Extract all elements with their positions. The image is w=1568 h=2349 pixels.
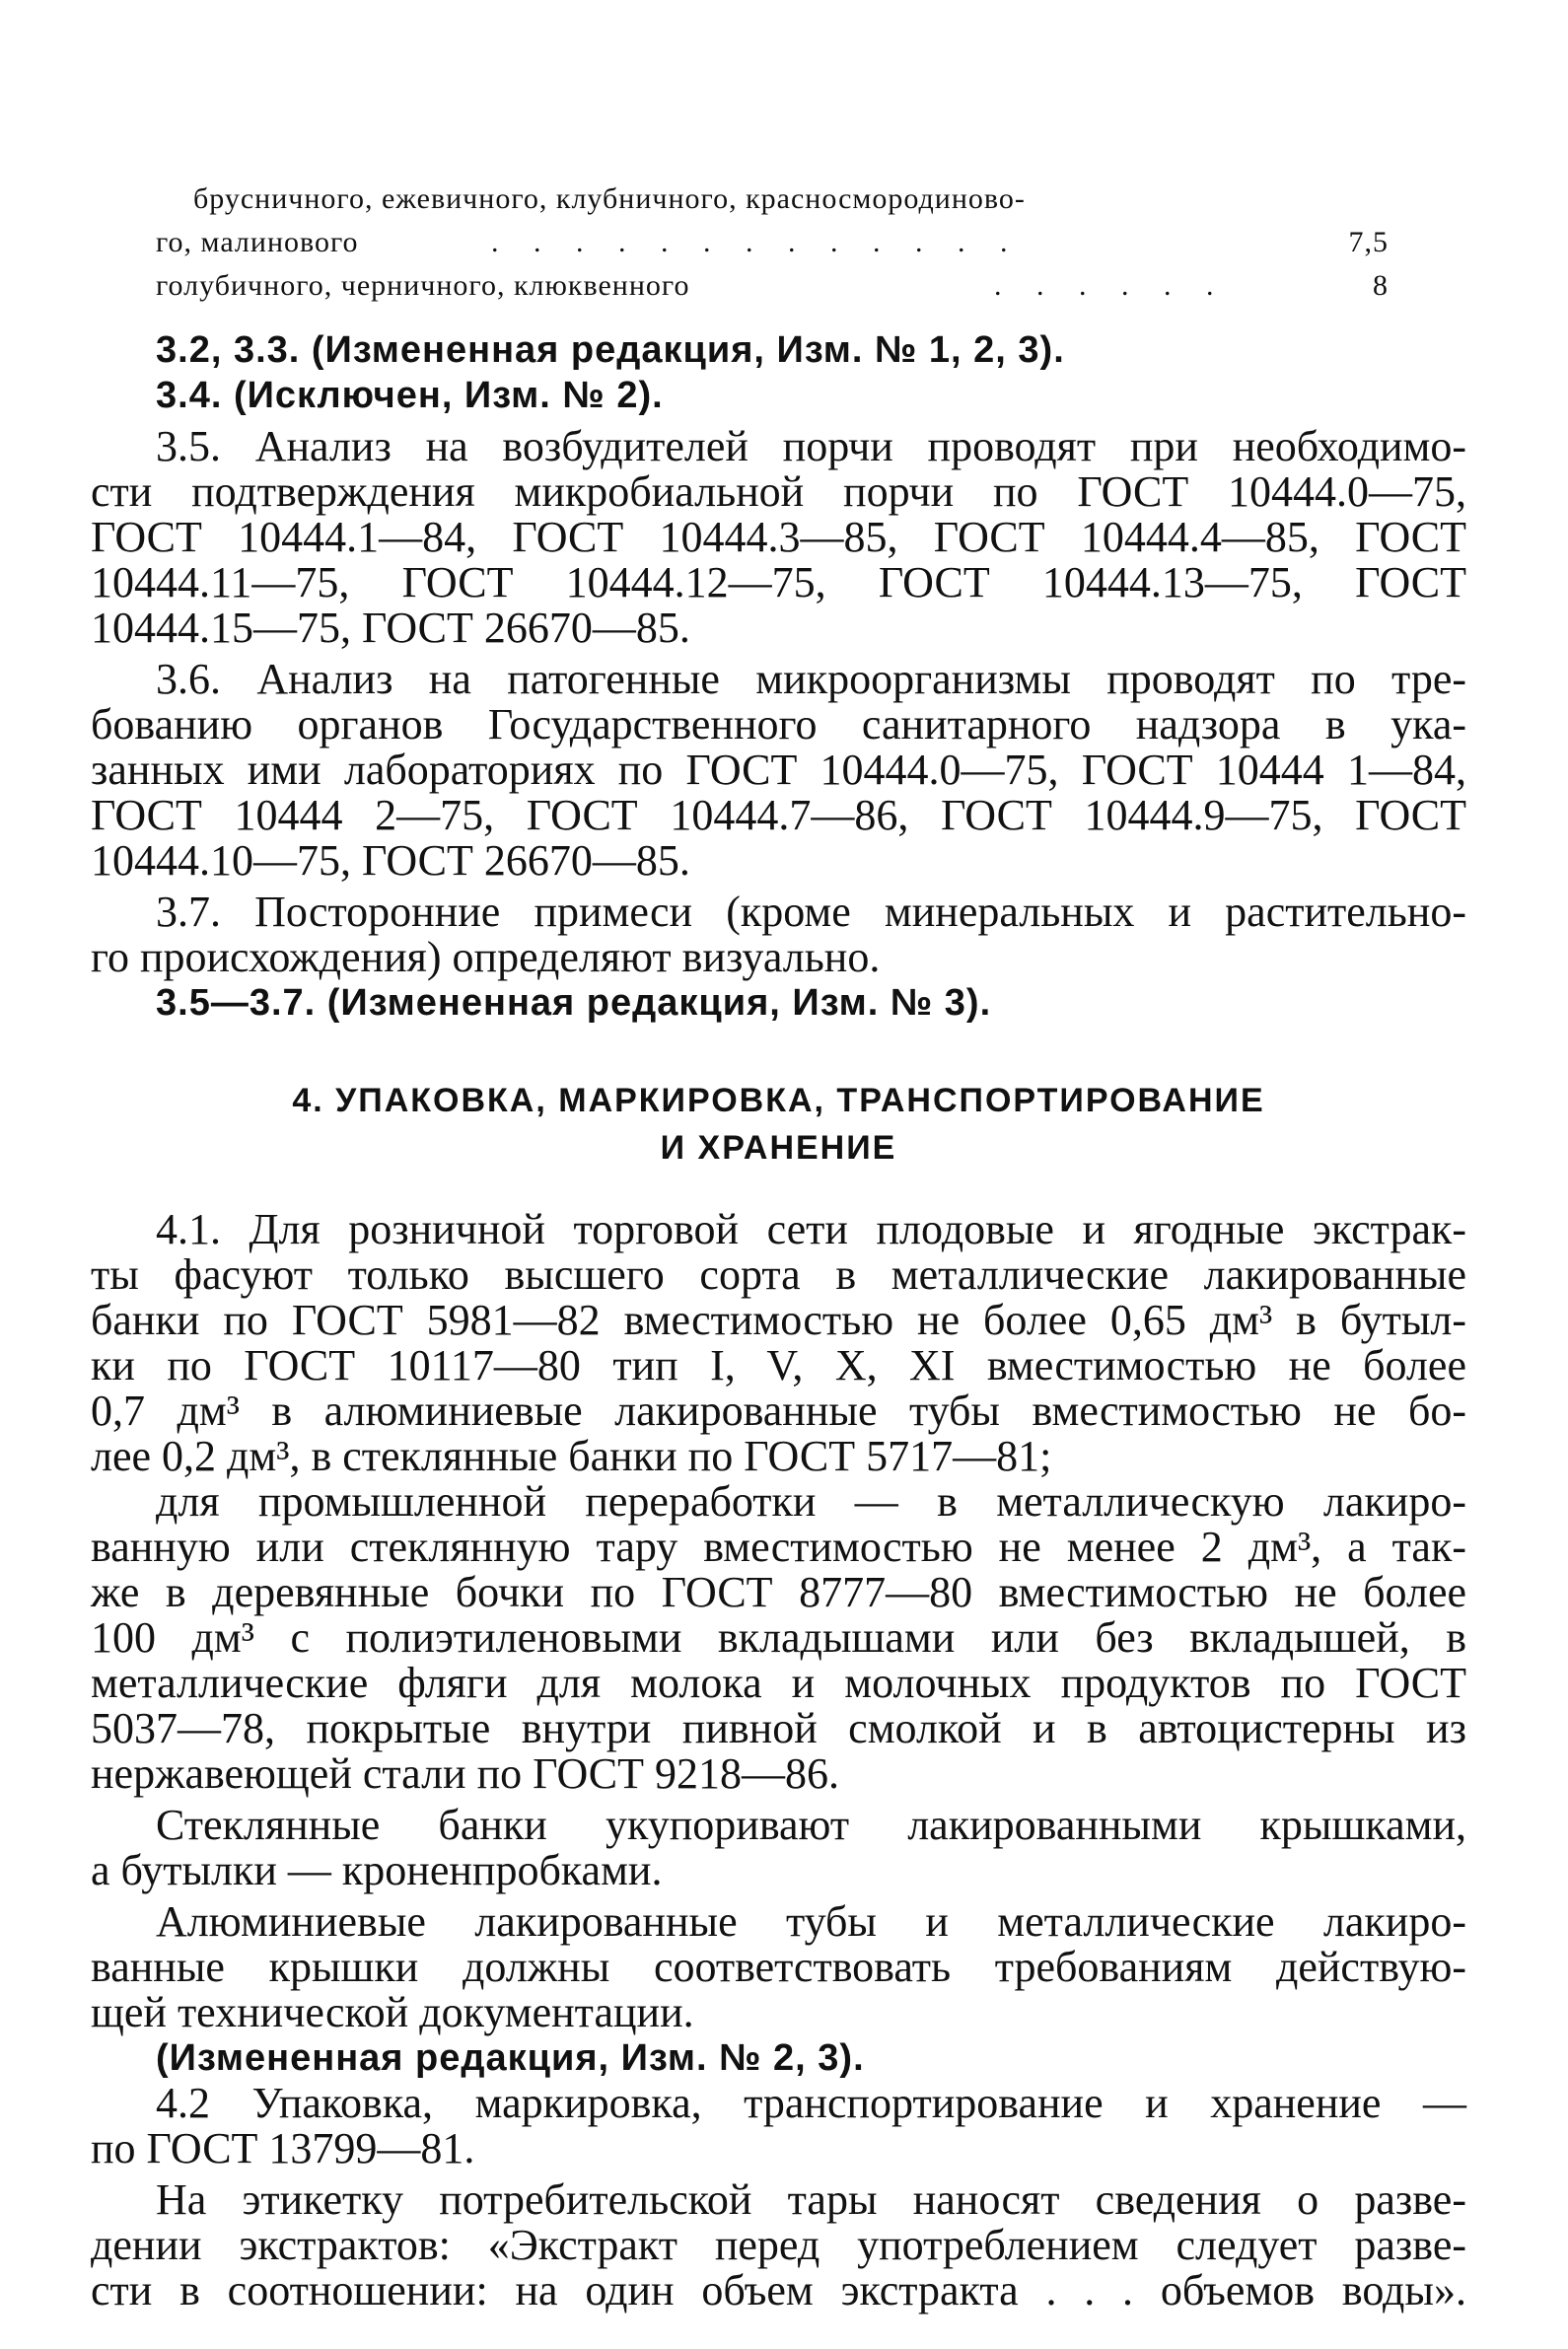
table-row-label: голубичного, черничного, клюквенного xyxy=(156,269,690,302)
table-leader-dots: . . . . . . xyxy=(994,269,1228,302)
table-row-label: брусничного, ежевичного, клубничного, красносмородиново- xyxy=(193,182,1026,215)
table-row-value: 8 xyxy=(1373,269,1389,302)
paragraph-4-1-aluminium-tubes: Алюминиевые лакированные тубы и металлические лакиро- ванные крышки должны соответствовать требованиям действую- щей технической документации. xyxy=(91,1897,1466,2036)
paragraph-3-5: 3.5. Анализ на возбудителей порчи проводят при необходимо- сти подтверждения микробиальной порчи по ГОСТ 10444.0—75, ГОСТ 10444.1—84, ГОСТ 10444.3—85, ГОСТ 10444.4—85, ГОСТ 10444.11—75, ГОСТ 10444.12—75, ГОСТ 10444.13—75, ГОСТ 10444.15—75, ГОСТ 26670—85. xyxy=(91,422,1466,652)
paragraph-3-7: 3.7. Посторонние примеси (кроме минеральных и растительно- го происхождения) определяют визуально. xyxy=(91,888,1466,981)
table-row-value: 7,5 xyxy=(1348,226,1389,258)
table-row xyxy=(156,264,1389,308)
paragraph-3-6: 3.6. Анализ на патогенные микроорганизмы проводят по тре- бованию органов Государственного санитарного надзора в ука- занных ими лабораториях по ГОСТ 10444.0—75, ГОСТ 10444 1—84, ГОСТ 10444 2—75, ГОСТ 10444.7—86, ГОСТ 10444.9—75, ГОСТ 10444.10—75, ГОСТ 26670—85. xyxy=(91,655,1466,885)
table-row-label: го, малинового xyxy=(156,226,359,258)
paragraph-4-2: 4.2 Упаковка, маркировка, транспортирование и хранение — по ГОСТ 13799—81. xyxy=(91,2079,1466,2172)
section-title-line: И ХРАНЕНИЕ xyxy=(660,1129,897,1167)
paragraph-4-2-label: На этикетку потребительской тары наносят сведения о разве- дении экстрактов: «Экстракт перед употреблением следует разве- сти в соотношении: на один объем экстракта . . . объемов воды». xyxy=(91,2175,1466,2314)
section-4-title xyxy=(91,1077,1466,1172)
document-page xyxy=(91,178,1466,2313)
paragraph-4-1-industrial: для промышленной переработки — в металлическую лакиро- ванную или стеклянную тару вместимостью не менее 2 дм³, а так- же в деревянные бочки по ГОСТ 8777—80 вместимостью не более 100 дм³ с полиэтиленовыми вкладышами или без вкладышей, в металлические фляги для молока и молочных продуктов по ГОСТ 5037—78, покрытые внутри пивной смолкой и в автоцистерны из нержавеющей стали по ГОСТ 9218—86. xyxy=(91,1477,1466,1798)
extract-ratio-table xyxy=(156,178,1389,308)
section-title-line: 4. УПАКОВКА, МАРКИРОВКА, ТРАНСПОРТИРОВАНИЕ xyxy=(292,1082,1265,1119)
paragraph-4-1-glass-jars: Стеклянные банки укупоривают лакированными крышками, а бутылки — кроненпробками. xyxy=(91,1801,1466,1894)
table-row xyxy=(156,178,1389,221)
paragraph-4-1: 4.1. Для розничной торговой сети плодовые и ягодные экстрак- ты фасуют только высшего сорта в металлические лакированные банки по ГОСТ 5981—82 вместимостью не более 0,65 дм³ в бутыл- ки по ГОСТ 10117—80 тип I, V, X, XI вместимостью не более 0,7 дм³ в алюминиевые лакированные тубы вместимостью не бо- лее 0,2 дм³, в стеклянные банки по ГОСТ 5717—81; xyxy=(91,1205,1466,1480)
amendment-note-3-4: 3.4. (Исключен, Изм. № 2). xyxy=(156,375,664,416)
amendment-note-3-5: 3.5—3.7. (Измененная редакция, Изм. № 3). xyxy=(156,982,992,1024)
table-leader-dots: . . . . . . . . . . . . . xyxy=(491,226,1022,258)
amendment-note-4-1: (Измененная редакция, Изм. № 2, 3). xyxy=(156,2037,865,2079)
amendment-note-3-2: 3.2, 3.3. (Измененная редакция, Изм. № 1, 2, 3). xyxy=(156,329,1065,371)
table-row xyxy=(156,221,1389,264)
